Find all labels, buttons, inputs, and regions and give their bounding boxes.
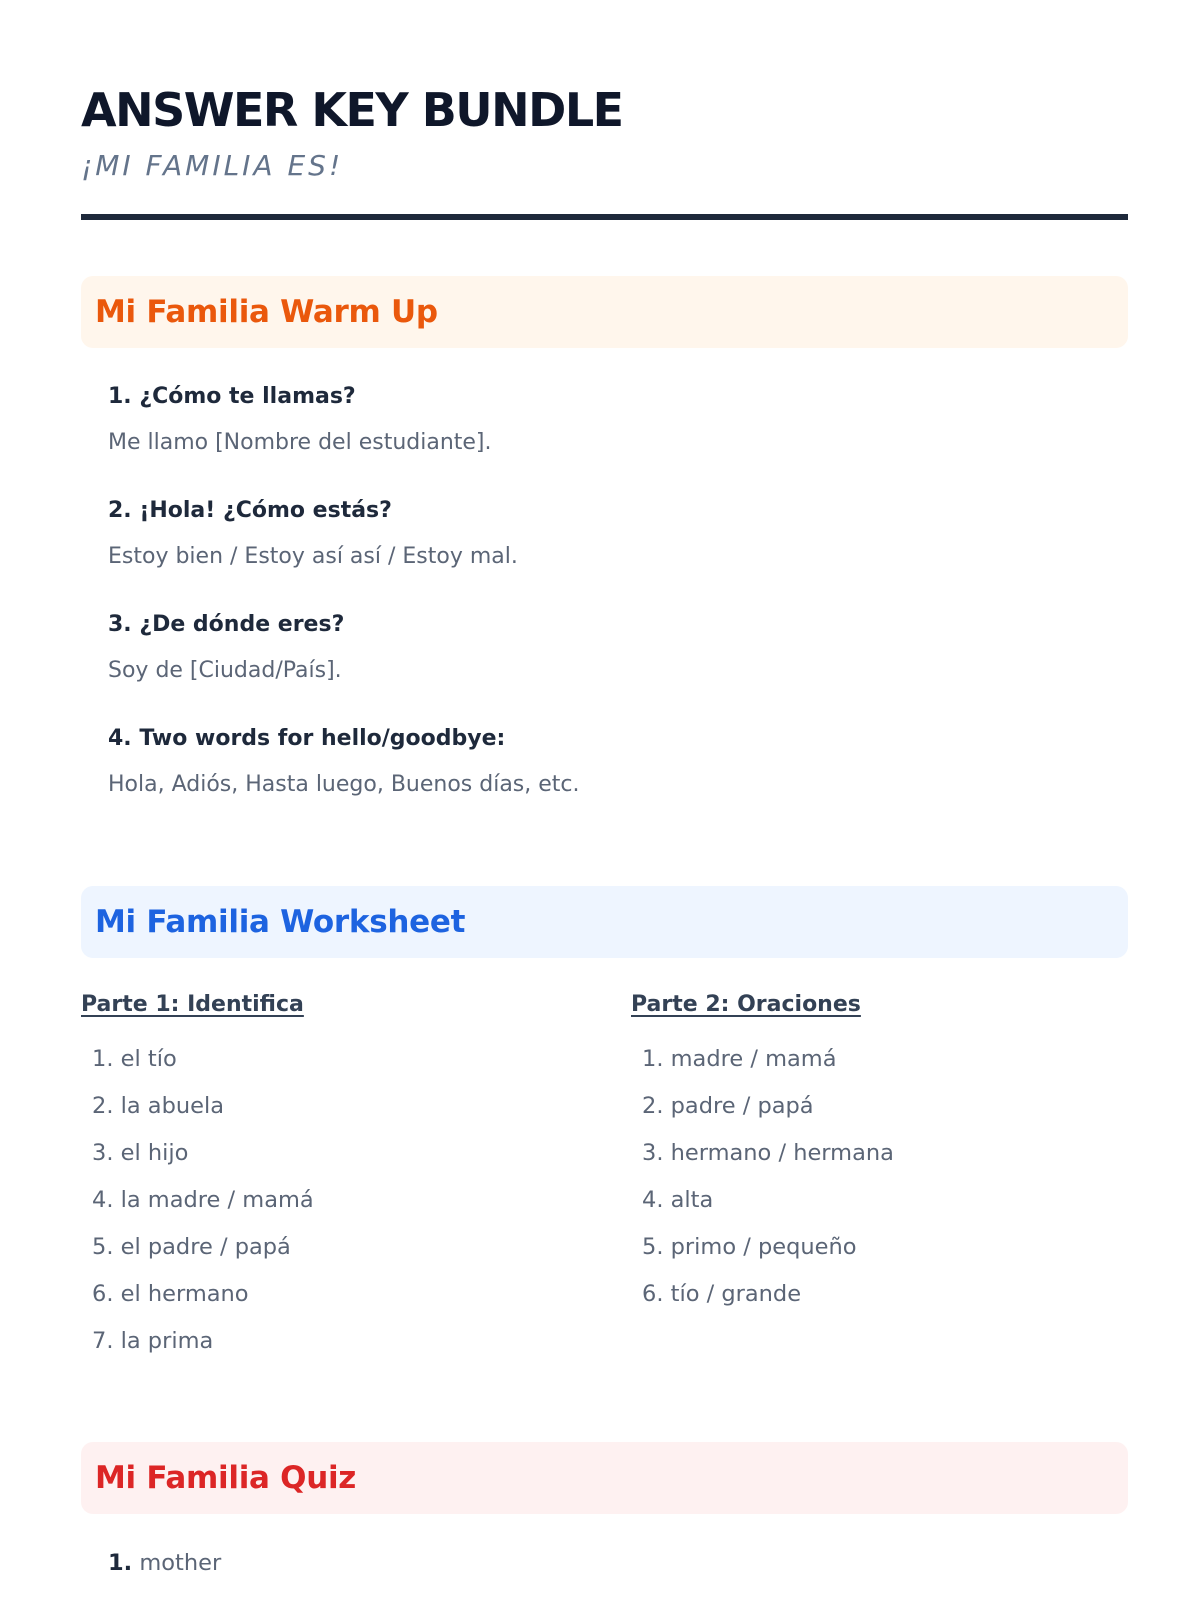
warm-up-question: 2. ¡Hola! ¿Cómo estás? — [108, 498, 392, 523]
warm-up-question: 3. ¿De dónde eres? — [108, 612, 345, 637]
part-1-heading: Parte 1: Identifica — [81, 992, 304, 1017]
list-item: 6. el hermano — [92, 1281, 249, 1307]
quiz-item — [108, 1548, 221, 1578]
list-item: 1. madre / mamá — [642, 1046, 837, 1072]
list-item: 4. alta — [642, 1187, 714, 1213]
list-item: 5. el padre / papá — [92, 1234, 291, 1260]
part-2-list — [642, 1044, 894, 1326]
list-item: 3. el hijo — [92, 1140, 189, 1166]
header-divider — [81, 214, 1128, 220]
warm-up-item — [108, 496, 518, 572]
list-item: 6. tío / grande — [642, 1281, 802, 1307]
list-item: 2. la abuela — [92, 1093, 225, 1119]
warm-up-heading: Mi Familia Warm Up — [81, 276, 1128, 348]
warm-up-answer: Estoy bien / Estoy así así / Estoy mal. — [108, 544, 518, 569]
warm-up-answer: Hola, Adiós, Hasta luego, Buenos días, etc. — [108, 772, 580, 797]
list-item: 3. hermano / hermana — [642, 1140, 894, 1166]
list-item: 1. el tío — [92, 1046, 177, 1072]
list-item: 2. padre / papá — [642, 1093, 814, 1119]
warm-up-question: 4. Two words for hello/goodbye: — [108, 726, 506, 751]
warm-up-item — [108, 724, 580, 800]
warm-up-item — [108, 610, 344, 686]
list-item: 5. primo / pequeño — [642, 1234, 857, 1260]
quiz-item-number: 1. — [108, 1550, 133, 1576]
warm-up-item — [108, 382, 492, 458]
part-1-list — [92, 1044, 314, 1373]
quiz-item-answer: mother — [139, 1550, 222, 1576]
list-item: 7. la prima — [92, 1328, 214, 1354]
quiz-heading: Mi Familia Quiz — [81, 1442, 1128, 1514]
worksheet-heading: Mi Familia Worksheet — [81, 886, 1128, 958]
page-title: ANSWER KEY BUNDLE — [81, 83, 623, 137]
warm-up-answer: Me llamo [Nombre del estudiante]. — [108, 430, 492, 455]
list-item: 4. la madre / mamá — [92, 1187, 314, 1213]
part-2-heading: Parte 2: Oraciones — [631, 992, 861, 1017]
warm-up-answer: Soy de [Ciudad/País]. — [108, 658, 342, 683]
page-subtitle: ¡MI FAMILIA ES! — [81, 149, 344, 182]
warm-up-question: 1. ¿Cómo te llamas? — [108, 384, 356, 409]
